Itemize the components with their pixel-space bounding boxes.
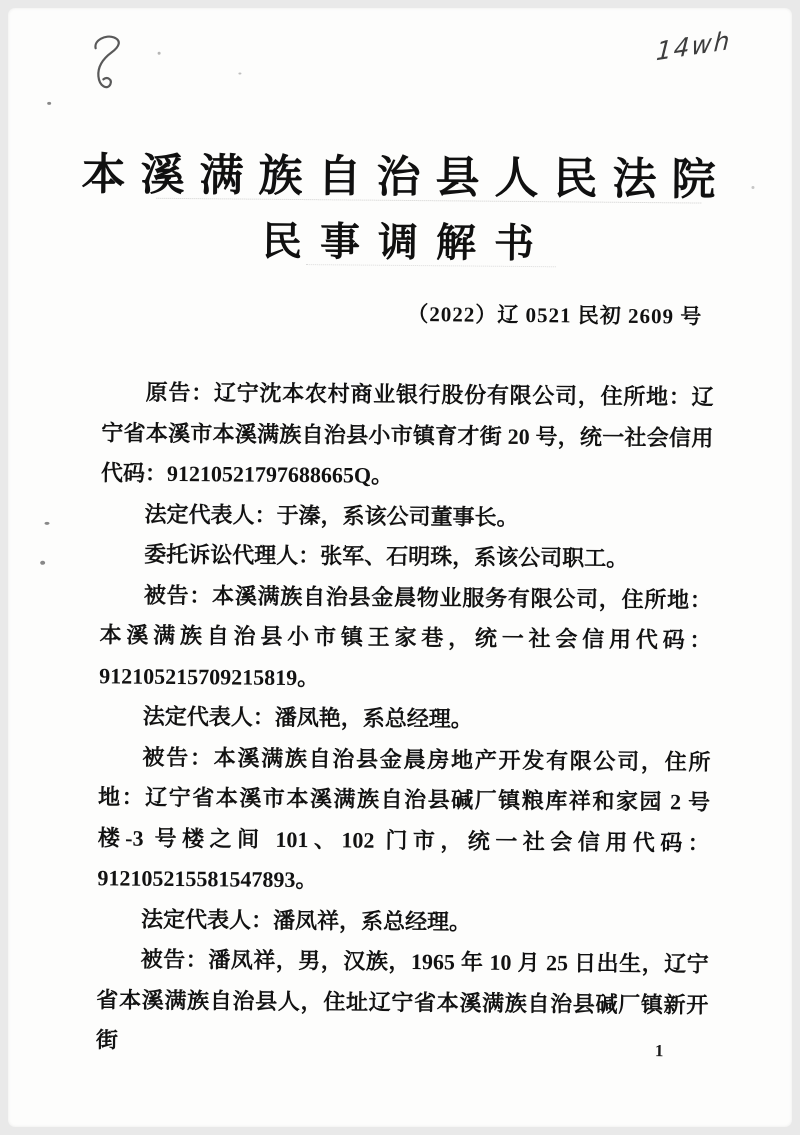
page-number: 1 (654, 1041, 664, 1061)
handwritten-note: 14wh (655, 25, 733, 67)
paragraph-defendant-1: 被告：本溪满族自治县金晨物业服务有限公司，住所地：本溪满族自治县小市镇王家巷，统一社会信用代码：912105215709215819。 (99, 582, 712, 690)
paragraph-legal-rep-defendant-1: 法定代表人：潘凤艳，系总经理。 (142, 703, 473, 732)
scan-speck (47, 102, 51, 105)
scan-speck (40, 561, 45, 565)
paragraph-legal-rep-plaintiff: 法定代表人：于溱，系该公司董事长。 (144, 501, 519, 530)
document-content (8, 8, 792, 1127)
scan-speck (158, 52, 161, 55)
scanned-page (8, 8, 792, 1127)
paragraph-plaintiff: 原告：辽宁沈本农村商业银行股份有限公司，住所地：辽宁省本溪市本溪满族自治县小市镇育才街 20 号，统一社会信用代码：91210521797688665Q。 (100, 379, 714, 488)
case-number: （2022）辽 0521 民初 2609 号 (407, 301, 703, 329)
document-body (96, 372, 714, 1066)
paragraph-defendant-3: 被告：潘凤祥，男，汉族，1965 年 10 月 25 日出生，辽宁省本溪满族自治县人，住址辽宁省本溪满族自治县碱厂镇新开街 (95, 946, 709, 1053)
handwritten-squiggle-icon (89, 32, 136, 96)
scan-speck (44, 522, 49, 525)
paragraph-legal-rep-defendant-2: 法定代表人：潘凤祥，系总经理。 (140, 906, 472, 935)
court-name: 本溪满族自治县人民法院 (81, 150, 731, 205)
scan-speck (751, 186, 754, 189)
document-title: 民事调解书 (261, 218, 553, 267)
paragraph-defendant-2: 被告：本溪满族自治县金晨房地产开发有限公司，住所地：辽宁省本溪市本溪满族自治县碱厂镇粮库祥和家园 2 号楼-3 号楼之间 101、102 门市，统一社会信用代码：912105215581547893。 (97, 744, 711, 893)
paragraph-litigation-agents: 委托诉讼代理人：张军、石明珠，系该公司职工。 (144, 541, 629, 571)
scan-speck (238, 72, 241, 74)
